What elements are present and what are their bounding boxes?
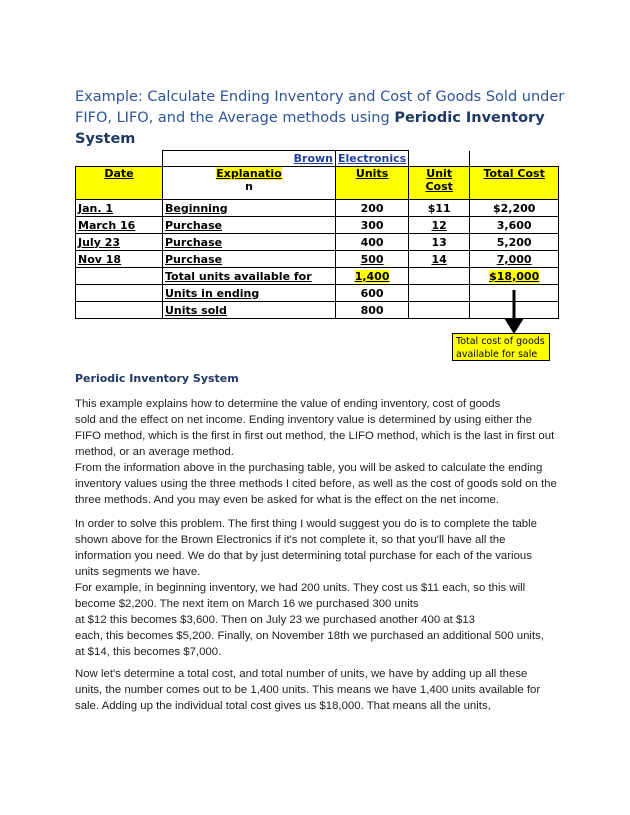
total-available-label: Total units available for (163, 268, 336, 285)
title-line-2 (75, 108, 595, 150)
text-line: information you need. We do that by just determining total purchase for each of the various (75, 550, 532, 562)
row-total-cost: $2,200 (470, 200, 559, 217)
text-line: For example, in beginning inventory, we had 200 units. They cost us $11 each, so this will (75, 582, 526, 594)
text-line: units, the number comes out to be 1,400 units. This means we have 1,400 units available for (75, 684, 541, 696)
title-emphasis: Periodic Inventory System (75, 110, 545, 147)
row-date: Nov 18 (76, 251, 163, 268)
text-line: sold and the effect on net income. Ending inventory value is determined by using either the (75, 414, 532, 426)
table-row (76, 200, 559, 217)
paragraph-2 (75, 516, 565, 660)
text-line: become $2,200. The next item on March 16 we purchased 300 units (75, 598, 419, 610)
empty-cell (409, 285, 470, 302)
row-total-cost: 7,000 (470, 251, 559, 268)
header-explanation (163, 167, 336, 200)
units-sold-units: 800 (336, 302, 409, 319)
row-unit-cost: 14 (409, 251, 470, 268)
page-title (75, 87, 595, 150)
text-line: Now let's determine a total cost, and total number of units, we have by adding up all these (75, 668, 528, 680)
paragraph-3 (75, 666, 565, 714)
total-available-units: 1,400 (354, 269, 390, 283)
text-line: This example explains how to determine the value of ending inventory, cost of goods (75, 398, 501, 410)
header-row (76, 167, 559, 200)
text-line: units segments we have. (75, 566, 201, 578)
row-unit-cost: 13 (409, 234, 470, 251)
empty-cell (470, 151, 559, 167)
callout-line-2: available for sale (456, 349, 538, 360)
text-line: shown above for the Brown Electronics if it's not complete it, so that you'll have all the (75, 534, 506, 546)
row-explanation: Purchase (163, 251, 336, 268)
header-units: Units (336, 167, 409, 200)
header-explanation-wrap: n (245, 180, 253, 193)
text-line: three methods. And you may even be asked for what is the effect on the net income. (75, 494, 500, 506)
text-line: sale. Adding up the individual total cost gives us $18,000. That means all the units, (75, 700, 491, 712)
header-unit-cost-wrap: Cost (425, 180, 453, 193)
title-line-1: Example: Calculate Ending Inventory and Cost of Goods Sold under (75, 89, 565, 105)
total-available-cost-cell (470, 268, 559, 285)
text-line: inventory values using the three methods I cited before, as well as the cost of goods sold on the (75, 478, 557, 490)
section-heading: Periodic Inventory System (75, 372, 239, 385)
empty-cell (76, 302, 163, 319)
row-units: 200 (336, 200, 409, 217)
row-date: July 23 (76, 234, 163, 251)
row-explanation: Purchase (163, 217, 336, 234)
company-name-right: Electronics (336, 151, 409, 167)
header-explanation-label: Explanatio (216, 167, 282, 180)
text-line: each, this becomes $5,200. Finally, on November 18th we purchased an additional 500 units, (75, 630, 544, 642)
table-row (76, 251, 559, 268)
header-total-cost: Total Cost (470, 167, 559, 200)
row-unit-cost: 12 (409, 217, 470, 234)
row-total-cost: 5,200 (470, 234, 559, 251)
table-row (76, 217, 559, 234)
row-date: Jan. 1 (76, 200, 163, 217)
title-line-2-text: FIFO, LIFO, and the Average methods using (75, 110, 395, 126)
header-date: Date (76, 167, 163, 200)
ending-inventory-label: Units in ending (163, 285, 336, 302)
text-line: In order to solve this problem. The first thing I would suggest you do is to complete the table (75, 518, 537, 530)
total-available-units-cell (336, 268, 409, 285)
row-explanation: Beginning (163, 200, 336, 217)
row-total-cost: 3,600 (470, 217, 559, 234)
text-line: FIFO method, which is the first in first out method, the LIFO method, which is the last in first out (75, 430, 555, 442)
company-row (76, 151, 559, 167)
row-date: March 16 (76, 217, 163, 234)
callout-note (452, 333, 550, 361)
row-units: 300 (336, 217, 409, 234)
text-line: at $14, this becomes $7,000. (75, 646, 222, 658)
empty-cell (409, 268, 470, 285)
text-line: From the information above in the purchasing table, you will be asked to calculate the ending (75, 462, 543, 474)
empty-cell (409, 302, 470, 319)
company-name-left: Brown (163, 151, 336, 167)
header-unit-cost (409, 167, 470, 200)
header-unit-cost-label: Unit (426, 167, 453, 180)
callout-line-1: Total cost of goods (456, 336, 545, 347)
table-row (76, 234, 559, 251)
empty-cell (409, 151, 470, 167)
paragraph-1 (75, 396, 565, 508)
row-units: 400 (336, 234, 409, 251)
ending-inventory-units: 600 (336, 285, 409, 302)
text-line: method, or an average method. (75, 446, 234, 458)
inventory-table (75, 150, 559, 319)
units-sold-row (76, 302, 559, 319)
total-available-cost: $18,000 (489, 269, 540, 283)
empty-cell (76, 151, 163, 167)
empty-cell (76, 285, 163, 302)
row-explanation: Purchase (163, 234, 336, 251)
text-line: at $12 this becomes $3,600. Then on July 23 we purchased another 400 at $13 (75, 614, 476, 626)
empty-cell (76, 268, 163, 285)
row-units: 500 (336, 251, 409, 268)
units-sold-label: Units sold (163, 302, 336, 319)
ending-inventory-row (76, 285, 559, 302)
row-unit-cost: $11 (409, 200, 470, 217)
total-available-row (76, 268, 559, 285)
down-arrow-icon (500, 290, 528, 336)
